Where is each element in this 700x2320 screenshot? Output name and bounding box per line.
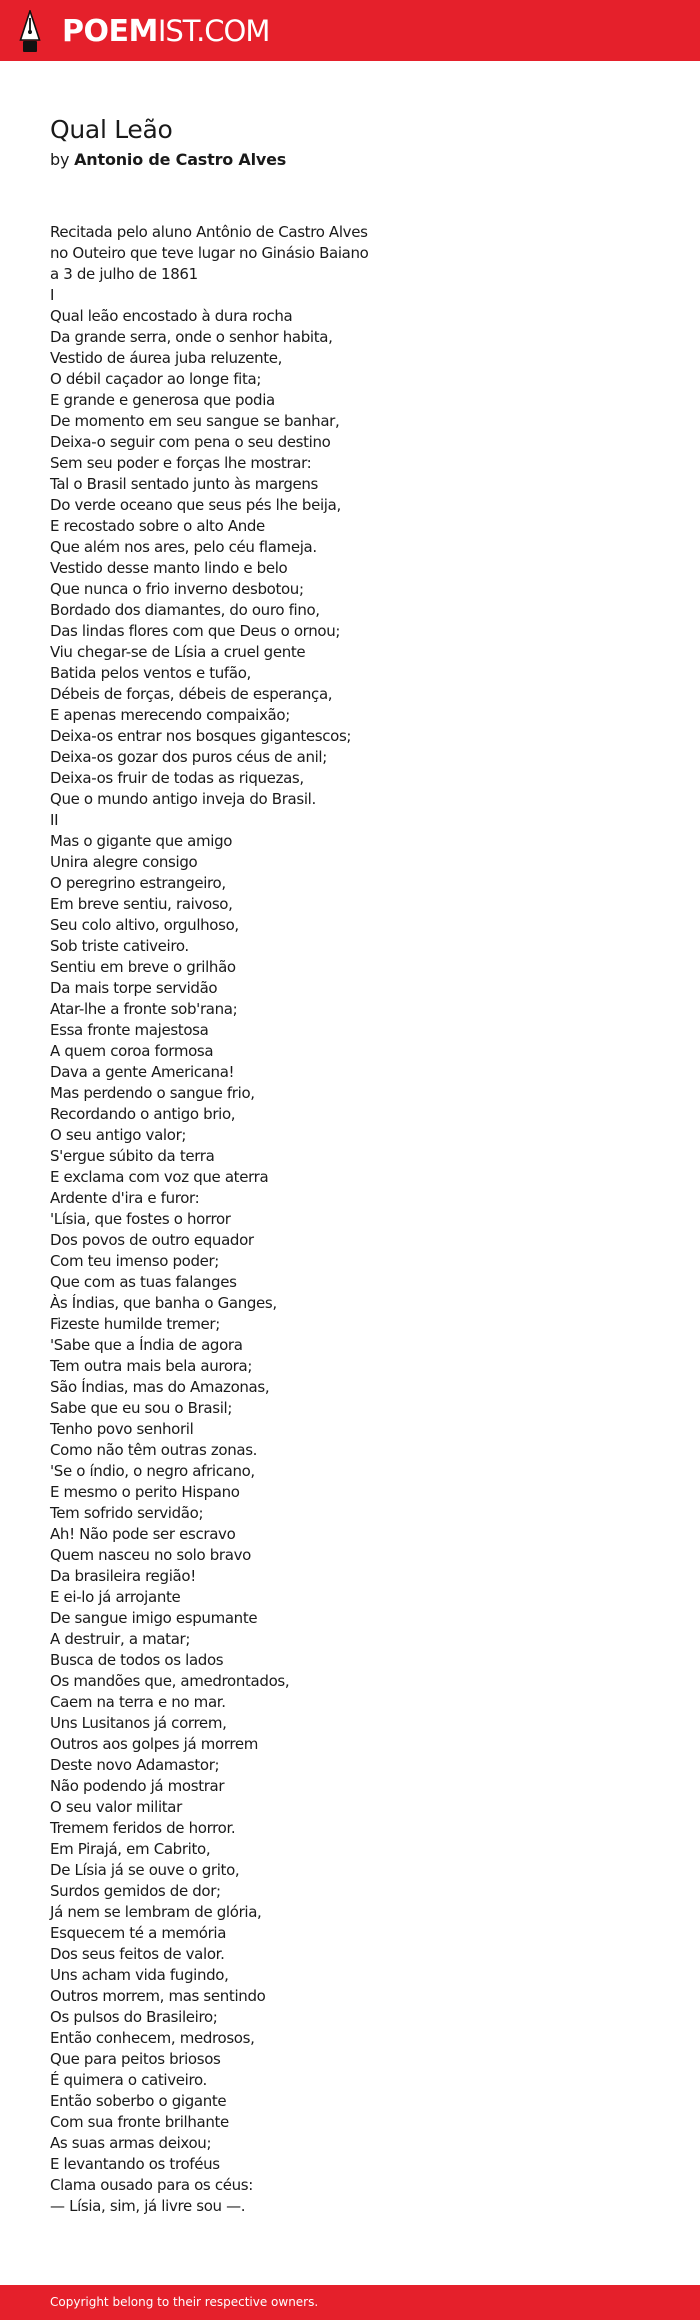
poem-line: Clama ousado para os céus: <box>50 2176 253 2194</box>
site-header <box>0 0 700 61</box>
poem-line: Sabe que eu sou o Brasil; <box>50 1399 233 1417</box>
poem-line: Tremem feridos de horror. <box>50 1819 236 1837</box>
poem-line: Que com as tuas falanges <box>50 1273 237 1291</box>
poem-line: 'Se o índio, o negro africano, <box>50 1462 255 1480</box>
poem-line: Unira alegre consigo <box>50 853 198 871</box>
poem-line: Viu chegar-se de Lísia a cruel gente <box>50 643 306 661</box>
poem-line: Da mais torpe servidão <box>50 979 218 997</box>
poem-line: 'Lísia, que fostes o horror <box>50 1210 231 1228</box>
poem-line: As suas armas deixou; <box>50 2134 212 2152</box>
poem-line: Ardente d'ira e furor: <box>50 1189 200 1207</box>
poem-line: Ah! Não pode ser escravo <box>50 1525 236 1543</box>
poem-line: no Outeiro que teve lugar no Ginásio Baiano <box>50 244 369 262</box>
poem-line: Tem outra mais bela aurora; <box>50 1357 253 1375</box>
poem-line: Deixa-o seguir com pena o seu destino <box>50 433 331 451</box>
poem-line: Os mandões que, amedrontados, <box>50 1672 290 1690</box>
poem-line: Deixa-os gozar dos puros céus de anil; <box>50 748 327 766</box>
poem-line: Dos povos de outro equador <box>50 1231 254 1249</box>
poem-line: Vestido desse manto lindo e belo <box>50 559 288 577</box>
poem-line: Uns acham vida fugindo, <box>50 1966 229 1984</box>
poem-line: Que para peitos briosos <box>50 2050 221 2068</box>
poem-line: Dava a gente Americana! <box>50 1063 235 1081</box>
poem-line: Atar-lhe a fronte sob'rana; <box>50 1000 238 1018</box>
poem-line: De Lísia já se ouve o grito, <box>50 1861 240 1879</box>
poem-line: Uns Lusitanos já correm, <box>50 1714 227 1732</box>
poem-line: Caem na terra e no mar. <box>50 1693 226 1711</box>
poem-line: Com sua fronte brilhante <box>50 2113 229 2131</box>
poem-line: Como não têm outras zonas. <box>50 1441 258 1459</box>
poem-line: De sangue imigo espumante <box>50 1609 258 1627</box>
poem-line: Outros aos golpes já morrem <box>50 1735 258 1753</box>
poem-line: Bordado dos diamantes, do ouro fino, <box>50 601 320 619</box>
poem-line: Dos seus feitos de valor. <box>50 1945 225 1963</box>
poem-line: Então conhecem, medrosos, <box>50 2029 255 2047</box>
poem-line: Qual leão encostado à dura rocha <box>50 307 293 325</box>
logo-text-light: IST.COM <box>157 13 270 48</box>
poem-line: Busca de todos os lados <box>50 1651 224 1669</box>
poem-line: Débeis de forças, débeis de esperança, <box>50 685 333 703</box>
poem-line: São Índias, mas do Amazonas, <box>50 1378 270 1396</box>
poem-line: Sob triste cativeiro. <box>50 937 189 955</box>
poem-line: Da brasileira região! <box>50 1567 196 1585</box>
poem-line: Da grande serra, onde o senhor habita, <box>50 328 333 346</box>
poem-line: O seu valor militar <box>50 1798 182 1816</box>
poem-line: Quem nasceu no solo bravo <box>50 1546 251 1564</box>
poem-line: I <box>50 286 55 304</box>
poem-line: Então soberbo o gigante <box>50 2092 227 2110</box>
poem-line: Deste novo Adamastor; <box>50 1756 220 1774</box>
poem-line: O seu antigo valor; <box>50 1126 187 1144</box>
poem-line: Sentiu em breve o grilhão <box>50 958 236 976</box>
poem-line: E levantando os troféus <box>50 2155 220 2173</box>
poem-line: Fizeste humilde tremer; <box>50 1315 220 1333</box>
poem-line: a 3 de julho de 1861 <box>50 265 198 283</box>
poem-line: Tal o Brasil sentado junto às margens <box>50 475 319 493</box>
poem-line: Que nunca o frio inverno desbotou; <box>50 580 304 598</box>
poem-line: Os pulsos do Brasileiro; <box>50 2008 218 2026</box>
poem-line: Tem sofrido servidão; <box>50 1504 204 1522</box>
poem-line: Das lindas flores com que Deus o ornou; <box>50 622 341 640</box>
poem-body <box>50 222 650 2217</box>
poem-line: Vestido de áurea juba reluzente, <box>50 349 283 367</box>
poem-content <box>50 112 650 2217</box>
poem-line: Em breve sentiu, raivoso, <box>50 895 233 913</box>
site-footer <box>0 2285 700 2320</box>
copyright-text: Copyright belong to their respective owners. <box>50 2295 319 2309</box>
poem-line: Recitada pelo aluno Antônio de Castro Alves <box>50 223 368 241</box>
site-logo-text <box>62 10 269 53</box>
poem-line: Que o mundo antigo inveja do Brasil. <box>50 790 316 808</box>
poem-line: É quimera o cativeiro. <box>50 2071 207 2089</box>
poem-line: Outros morrem, mas sentindo <box>50 1987 266 2005</box>
poem-line: 'Sabe que a Índia de agora <box>50 1336 243 1354</box>
poem-line: De momento em seu sangue se banhar, <box>50 412 340 430</box>
poem-line: E exclama com voz que aterra <box>50 1168 269 1186</box>
poem-line: S'ergue súbito da terra <box>50 1147 215 1165</box>
poem-line: — Lísia, sim, já livre sou —. <box>50 2197 246 2215</box>
poem-title: Qual Leão <box>50 115 173 144</box>
poem-line: O peregrino estrangeiro, <box>50 874 226 892</box>
poem-line: Com teu imenso poder; <box>50 1252 220 1270</box>
poem-byline <box>50 149 650 171</box>
poem-line: Mas o gigante que amigo <box>50 832 233 850</box>
poem-line: E apenas merecendo compaixão; <box>50 706 290 724</box>
poem-line: Deixa-os entrar nos bosques gigantescos; <box>50 727 352 745</box>
poem-line: Em Pirajá, em Cabrito, <box>50 1840 211 1858</box>
poem-line: Batida pelos ventos e tufão, <box>50 664 251 682</box>
poem-line: Surdos gemidos de dor; <box>50 1882 221 1900</box>
poem-line: Não podendo já mostrar <box>50 1777 225 1795</box>
poem-line: Esquecem té a memória <box>50 1924 227 1942</box>
poem-line: Deixa-os fruir de todas as riquezas, <box>50 769 304 787</box>
poem-line: Mas perdendo o sangue frio, <box>50 1084 255 1102</box>
poem-line: Sem seu poder e forças lhe mostrar: <box>50 454 312 472</box>
poem-line: Tenho povo senhoril <box>50 1420 194 1438</box>
poem-line: Seu colo altivo, orgulhoso, <box>50 916 239 934</box>
poem-line: Que além nos ares, pelo céu flameja. <box>50 538 317 556</box>
poem-line: E ei-lo já arrojante <box>50 1588 181 1606</box>
site-logo-link[interactable] <box>19 10 269 52</box>
poem-line: E grande e generosa que podia <box>50 391 275 409</box>
poem-line: Recordando o antigo brio, <box>50 1105 236 1123</box>
poem-line: Às Índias, que banha o Ganges, <box>50 1294 277 1312</box>
poem-author: Antonio de Castro Alves <box>74 150 287 169</box>
poem-line: Já nem se lembram de glória, <box>50 1903 262 1921</box>
poem-line: O débil caçador ao longe fita; <box>50 370 262 388</box>
byline-prefix: by <box>50 150 70 169</box>
logo-text-bold: POEM <box>62 13 158 49</box>
pen-nib-icon <box>19 10 41 52</box>
poem-line: A destruir, a matar; <box>50 1630 191 1648</box>
poem-line: II <box>50 811 59 829</box>
poem-line: E recostado sobre o alto Ande <box>50 517 265 535</box>
poem-line: Do verde oceano que seus pés lhe beija, <box>50 496 341 514</box>
poem-line: Essa fronte majestosa <box>50 1021 209 1039</box>
poem-line: A quem coroa formosa <box>50 1042 214 1060</box>
poem-line: E mesmo o perito Hispano <box>50 1483 240 1501</box>
